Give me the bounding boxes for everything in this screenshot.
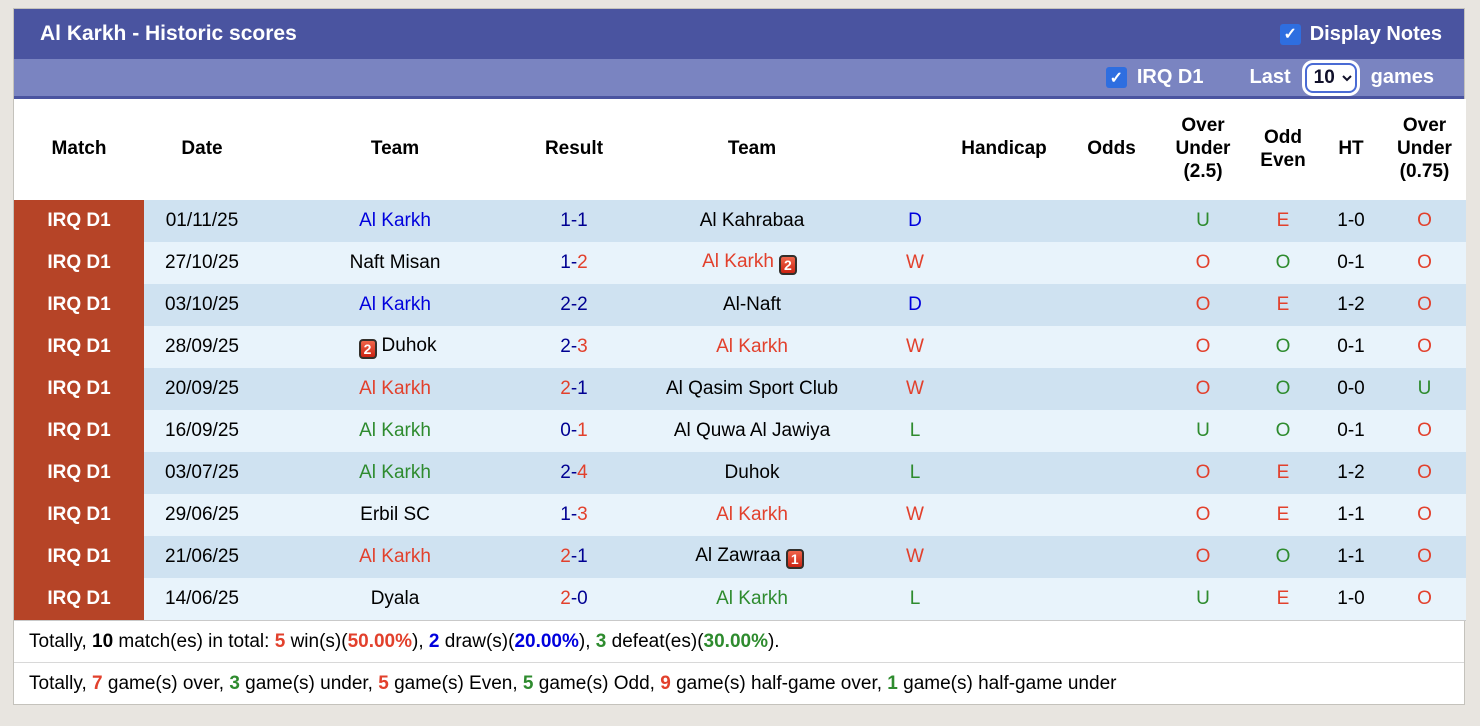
odd-even-cell <box>1247 200 1319 242</box>
home-team-cell <box>260 410 530 452</box>
result-cell <box>530 242 618 284</box>
home-score: 2 <box>560 336 571 357</box>
league-cell: IRQ D1 <box>14 326 144 368</box>
odd-even-cell <box>1247 410 1319 452</box>
home-team-cell <box>260 494 530 536</box>
over-under-letter: O <box>1195 378 1211 399</box>
table-row <box>14 410 1466 452</box>
ht-cell: 0-1 <box>1319 242 1383 284</box>
totals-segment: 3 <box>595 630 607 652</box>
over-under-letter: O <box>1417 546 1432 567</box>
date-cell: 14/06/25 <box>144 578 260 620</box>
league-filter-checkbox[interactable] <box>1106 67 1127 88</box>
over-under-letter: O <box>1417 587 1432 609</box>
display-notes-checkbox[interactable] <box>1280 24 1301 45</box>
totals-line-results <box>14 621 1464 662</box>
odd-even-letter: E <box>1276 504 1290 525</box>
team-name: Al Karkh <box>359 462 431 483</box>
home-team-cell <box>260 242 530 284</box>
over-under-letter: O <box>1195 546 1211 567</box>
col-header-handicap: Handicap <box>944 99 1064 200</box>
over-under-letter: O <box>1417 294 1432 315</box>
ht-cell: 0-1 <box>1319 326 1383 368</box>
result-cell <box>530 578 618 620</box>
outcome-cell <box>886 326 944 368</box>
col-header-ht: HT <box>1319 99 1383 200</box>
outcome-letter: D <box>908 210 922 231</box>
table-row <box>14 536 1466 578</box>
away-team-cell <box>618 284 886 326</box>
over-under-25-cell <box>1159 536 1247 578</box>
over-under-letter: O <box>1417 504 1432 525</box>
over-under-075-cell <box>1383 578 1466 620</box>
ht-cell: 1-1 <box>1319 494 1383 536</box>
col-header-team-home: Team <box>260 99 530 200</box>
totals-line-overunder <box>14 662 1464 704</box>
outcome-cell <box>886 536 944 578</box>
league-cell: IRQ D1 <box>14 410 144 452</box>
display-notes-toggle[interactable] <box>1280 23 1442 46</box>
score-dash: - <box>570 294 578 315</box>
totals-segment: game(s) Odd, <box>533 672 661 694</box>
away-score: 2 <box>577 294 588 315</box>
totals-segment: 9 <box>660 672 671 694</box>
score-dash: - <box>570 210 578 231</box>
result-cell <box>530 368 618 410</box>
away-team-cell <box>618 368 886 410</box>
team-name: Dyala <box>370 587 420 609</box>
outcome-cell <box>886 200 944 242</box>
table-row <box>14 284 1466 326</box>
red-card-badge: 2 <box>779 255 797 275</box>
result-cell <box>530 200 618 242</box>
over-under-letter: O <box>1195 462 1211 483</box>
totals-segment: Totally, <box>29 672 93 694</box>
outcome-letter: W <box>906 378 924 399</box>
team-name: Naft Misan <box>349 252 441 273</box>
outcome-cell <box>886 578 944 620</box>
outcome-letter: W <box>906 546 924 567</box>
away-team-cell <box>618 494 886 536</box>
over-under-letter: O <box>1195 504 1211 525</box>
col-header-outcome <box>886 99 944 200</box>
over-under-075-cell <box>1383 494 1466 536</box>
league-cell: IRQ D1 <box>14 200 144 242</box>
team-name: Al Karkh <box>716 336 788 357</box>
games-count-select[interactable] <box>1305 63 1357 93</box>
over-under-25-cell <box>1159 368 1247 410</box>
over-under-letter: O <box>1417 336 1432 357</box>
date-cell: 29/06/25 <box>144 494 260 536</box>
over-under-letter: O <box>1417 210 1432 231</box>
odd-even-cell <box>1247 494 1319 536</box>
result-cell <box>530 284 618 326</box>
totals-segment: 5 <box>378 672 389 694</box>
team-name: Al Karkh <box>702 251 774 272</box>
table-header <box>14 99 1466 200</box>
totals-segment: 1 <box>887 672 898 694</box>
home-score: 1 <box>560 504 571 525</box>
date-cell: 28/09/25 <box>144 326 260 368</box>
score-dash: - <box>570 420 578 441</box>
home-score: 2 <box>560 587 571 609</box>
team-name: Al Karkh <box>359 294 431 315</box>
totals-segment: 5 <box>522 672 534 694</box>
result-cell <box>530 326 618 368</box>
handicap-cell <box>944 326 1064 368</box>
score-dash: - <box>570 546 578 567</box>
team-name: Erbil SC <box>360 504 430 525</box>
outcome-letter: W <box>906 336 924 357</box>
totals-segment: win(s)( <box>285 630 348 652</box>
odds-cell <box>1064 452 1159 494</box>
outcome-cell <box>886 368 944 410</box>
result-cell <box>530 494 618 536</box>
over-under-25-cell <box>1159 284 1247 326</box>
away-score: 1 <box>577 210 588 231</box>
over-under-25-cell <box>1159 452 1247 494</box>
team-name: Al Zawraa <box>695 545 781 566</box>
away-score: 1 <box>577 546 588 567</box>
ht-cell: 0-1 <box>1319 410 1383 452</box>
totals-segment: game(s) half-game under <box>897 672 1117 694</box>
over-under-075-cell <box>1383 536 1466 578</box>
odd-even-letter: E <box>1276 587 1290 609</box>
team-name: Al Karkh <box>359 546 431 567</box>
odds-cell <box>1064 578 1159 620</box>
outcome-letter: W <box>906 504 924 525</box>
over-under-25-cell <box>1159 242 1247 284</box>
totals-segment: ). <box>767 630 780 652</box>
totals-segment: 5 <box>274 630 286 652</box>
away-team-cell <box>618 410 886 452</box>
table-row <box>14 578 1466 620</box>
team-name: Al Qasim Sport Club <box>665 378 839 399</box>
odd-even-letter: E <box>1276 462 1290 483</box>
home-team-cell <box>260 452 530 494</box>
col-header-over-under-075: Over Under (0.75) <box>1383 99 1466 200</box>
away-score: 3 <box>577 336 588 357</box>
odds-cell <box>1064 494 1159 536</box>
team-name: Al Karkh <box>359 378 431 399</box>
odds-cell <box>1064 242 1159 284</box>
away-team-cell <box>618 536 886 578</box>
result-cell <box>530 410 618 452</box>
home-team-cell <box>260 536 530 578</box>
date-cell: 27/10/25 <box>144 242 260 284</box>
red-card-badge: 2 <box>359 339 377 359</box>
handicap-cell <box>944 242 1064 284</box>
team-name: Al Quwa Al Jawiya <box>673 420 831 441</box>
team-name: Al Karkh <box>359 420 431 441</box>
date-cell: 03/07/25 <box>144 452 260 494</box>
totals-segment: game(s) Even, <box>388 672 523 694</box>
date-cell: 20/09/25 <box>144 368 260 410</box>
odd-even-letter: O <box>1275 378 1291 399</box>
odd-even-cell <box>1247 368 1319 410</box>
odd-even-cell <box>1247 326 1319 368</box>
table-row <box>14 494 1466 536</box>
odds-cell <box>1064 200 1159 242</box>
table-row <box>14 200 1466 242</box>
over-under-letter: U <box>1196 587 1210 609</box>
handicap-cell <box>944 536 1064 578</box>
handicap-cell <box>944 368 1064 410</box>
team-name: Al Karkh <box>716 504 788 525</box>
over-under-letter: O <box>1417 252 1432 273</box>
home-team-cell <box>260 200 530 242</box>
table-row <box>14 242 1466 284</box>
outcome-letter: D <box>908 294 922 315</box>
odd-even-letter: O <box>1275 420 1291 441</box>
away-team-cell <box>618 326 886 368</box>
odds-cell <box>1064 368 1159 410</box>
totals-segment: 3 <box>229 672 240 694</box>
odds-cell <box>1064 410 1159 452</box>
over-under-25-cell <box>1159 326 1247 368</box>
checkmark-icon: ✓ <box>1283 26 1297 43</box>
over-under-075-cell <box>1383 284 1466 326</box>
ht-cell: 1-1 <box>1319 536 1383 578</box>
league-cell: IRQ D1 <box>14 284 144 326</box>
team-name: Duhok <box>381 335 437 356</box>
odds-cell <box>1064 284 1159 326</box>
outcome-cell <box>886 494 944 536</box>
home-team-cell <box>260 368 530 410</box>
ht-cell: 0-0 <box>1319 368 1383 410</box>
away-score: 0 <box>577 587 588 609</box>
totals-segment: game(s) over, <box>102 672 230 694</box>
odd-even-cell <box>1247 242 1319 284</box>
score-dash: - <box>570 336 578 357</box>
ht-cell: 1-2 <box>1319 452 1383 494</box>
over-under-075-cell <box>1383 200 1466 242</box>
outcome-letter: L <box>909 420 921 441</box>
away-score: 4 <box>577 462 588 483</box>
over-under-075-cell <box>1383 242 1466 284</box>
col-header-match: Match <box>14 99 144 200</box>
league-cell: IRQ D1 <box>14 242 144 284</box>
score-dash: - <box>570 504 578 525</box>
home-score: 0 <box>560 420 571 441</box>
totals-segment: match(es) in total: <box>113 630 275 652</box>
handicap-cell <box>944 452 1064 494</box>
title-bar <box>14 9 1464 59</box>
over-under-letter: O <box>1195 252 1211 273</box>
ht-cell: 1-0 <box>1319 578 1383 620</box>
league-cell: IRQ D1 <box>14 536 144 578</box>
outcome-cell <box>886 452 944 494</box>
totals-segment: ), <box>412 630 429 652</box>
odds-cell <box>1064 326 1159 368</box>
outcome-cell <box>886 284 944 326</box>
over-under-letter: O <box>1195 336 1211 357</box>
totals-segment: 2 <box>428 630 440 652</box>
outcome-letter: L <box>909 462 921 483</box>
team-name: Duhok <box>724 462 780 483</box>
date-cell: 21/06/25 <box>144 536 260 578</box>
home-team-cell <box>260 326 530 368</box>
team-name: Al-Naft <box>722 294 782 315</box>
col-header-date: Date <box>144 99 260 200</box>
score-dash: - <box>570 462 578 483</box>
result-cell <box>530 536 618 578</box>
over-under-075-cell <box>1383 326 1466 368</box>
historic-scores-panel <box>13 8 1465 705</box>
historic-scores-table <box>14 99 1466 621</box>
odd-even-cell <box>1247 284 1319 326</box>
team-name: Al Karkh <box>359 210 431 231</box>
home-score: 2 <box>560 294 571 315</box>
date-cell: 16/09/25 <box>144 410 260 452</box>
over-under-25-cell <box>1159 200 1247 242</box>
outcome-letter: L <box>909 587 921 609</box>
score-dash: - <box>570 378 578 399</box>
outcome-cell <box>886 410 944 452</box>
away-team-cell <box>618 200 886 242</box>
over-under-075-cell <box>1383 368 1466 410</box>
date-cell: 03/10/25 <box>144 284 260 326</box>
league-cell: IRQ D1 <box>14 452 144 494</box>
outcome-letter: W <box>906 252 924 273</box>
totals-segment: ), <box>578 630 596 652</box>
col-header-over-under-25: Over Under (2.5) <box>1159 99 1247 200</box>
over-under-letter: U <box>1196 210 1210 231</box>
over-under-25-cell <box>1159 578 1247 620</box>
totals-segment: 50.00% <box>347 630 413 652</box>
totals-segment: 20.00% <box>514 630 579 652</box>
handicap-cell <box>944 494 1064 536</box>
home-score: 2 <box>560 546 571 567</box>
away-score: 3 <box>577 504 588 525</box>
away-team-cell <box>618 578 886 620</box>
result-cell <box>530 452 618 494</box>
home-team-cell <box>260 284 530 326</box>
col-header-odd-even: Odd Even <box>1247 99 1319 200</box>
last-label: Last <box>1249 66 1291 88</box>
handicap-cell <box>944 578 1064 620</box>
home-score: 1 <box>560 210 571 231</box>
table-row <box>14 452 1466 494</box>
over-under-075-cell <box>1383 452 1466 494</box>
home-team-cell <box>260 578 530 620</box>
over-under-25-cell <box>1159 494 1247 536</box>
over-under-letter: O <box>1195 294 1211 315</box>
checkmark-icon: ✓ <box>1109 69 1124 87</box>
team-name: Al Karkh <box>716 587 788 609</box>
date-cell: 01/11/25 <box>144 200 260 242</box>
odd-even-cell <box>1247 578 1319 620</box>
away-team-cell <box>618 452 886 494</box>
table-body <box>14 200 1466 620</box>
away-score: 1 <box>577 378 588 399</box>
totals-segment: Totally, <box>29 630 93 652</box>
over-under-letter: O <box>1417 462 1432 483</box>
ht-cell: 1-0 <box>1319 200 1383 242</box>
filter-bar <box>14 59 1464 99</box>
totals-segment: game(s) under, <box>239 672 379 694</box>
display-notes-label: Display Notes <box>1309 22 1442 45</box>
home-score: 2 <box>560 378 571 399</box>
totals-segment: 10 <box>92 630 114 652</box>
odd-even-letter: E <box>1276 210 1290 231</box>
away-score: 2 <box>577 252 588 273</box>
odds-cell <box>1064 536 1159 578</box>
odd-even-letter: O <box>1275 546 1291 567</box>
col-header-team-away: Team <box>618 99 886 200</box>
col-header-result: Result <box>530 99 618 200</box>
totals-segment: 7 <box>92 672 103 694</box>
team-name: Al Kahrabaa <box>699 210 805 231</box>
totals-section <box>14 621 1464 704</box>
col-header-odds: Odds <box>1064 99 1159 200</box>
league-cell: IRQ D1 <box>14 368 144 410</box>
red-card-badge: 1 <box>786 549 804 569</box>
outcome-cell <box>886 242 944 284</box>
totals-segment: game(s) half-game over, <box>670 672 888 694</box>
table-row <box>14 368 1466 410</box>
table-row <box>14 326 1466 368</box>
games-label: games <box>1370 66 1434 88</box>
page-title: Al Karkh - Historic scores <box>40 22 297 45</box>
totals-segment: draw(s)( <box>439 630 515 652</box>
over-under-letter: U <box>1196 420 1210 441</box>
league-filter-label: IRQ D1 <box>1136 66 1204 88</box>
score-dash: - <box>570 252 578 273</box>
over-under-letter: O <box>1417 420 1432 441</box>
handicap-cell <box>944 284 1064 326</box>
league-cell: IRQ D1 <box>14 494 144 536</box>
odd-even-cell <box>1247 452 1319 494</box>
over-under-letter: U <box>1417 378 1432 399</box>
totals-segment: 30.00% <box>703 630 768 652</box>
away-team-cell <box>618 242 886 284</box>
over-under-075-cell <box>1383 410 1466 452</box>
odd-even-cell <box>1247 536 1319 578</box>
ht-cell: 1-2 <box>1319 284 1383 326</box>
odd-even-letter: O <box>1275 252 1291 273</box>
handicap-cell <box>944 200 1064 242</box>
totals-segment: defeat(es)( <box>606 630 704 652</box>
away-score: 1 <box>577 420 588 441</box>
odd-even-letter: O <box>1275 336 1291 357</box>
odd-even-letter: E <box>1276 294 1290 315</box>
home-score: 1 <box>560 252 571 273</box>
over-under-25-cell <box>1159 410 1247 452</box>
handicap-cell <box>944 410 1064 452</box>
score-dash: - <box>570 587 578 609</box>
home-score: 2 <box>560 462 571 483</box>
league-cell: IRQ D1 <box>14 578 144 620</box>
